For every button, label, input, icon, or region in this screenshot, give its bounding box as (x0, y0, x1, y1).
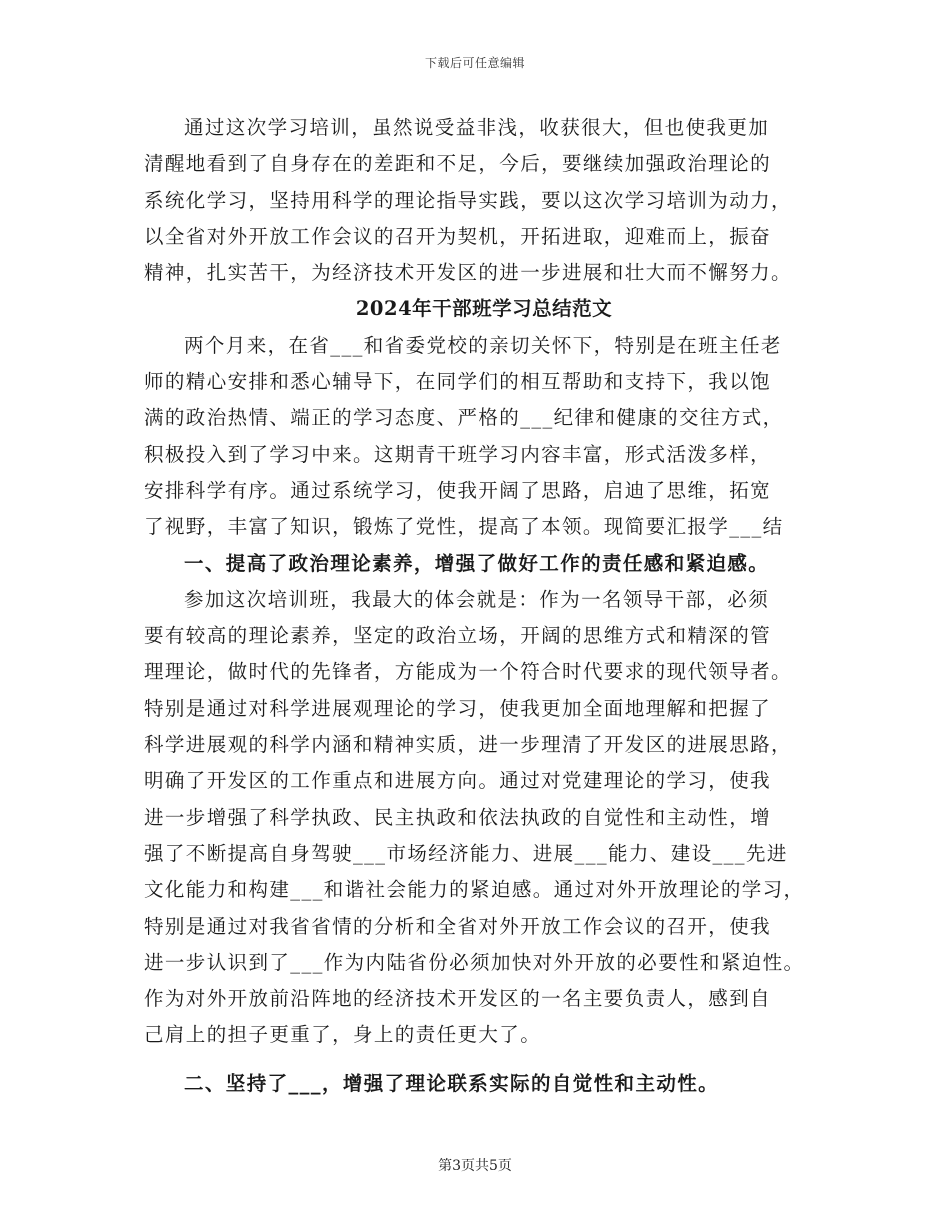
paragraph-line: 师的精心安排和悉心辅导下，在同学们的相互帮助和支持下，我以饱 (144, 370, 772, 394)
paragraph-line: 了视野，丰富了知识，锻炼了党性，提高了本领。现简要汇报学___结 (144, 515, 784, 539)
paragraph-line: 参加这次培训班，我最大的体会就是：作为一名领导干部，必须 (184, 587, 770, 611)
paragraph-line: 进一步增强了科学执政、民主执政和依法执政的自觉性和主动性，增 (144, 805, 772, 829)
paragraph-line: 己肩上的担子更重了，身上的责任更大了。 (144, 1023, 542, 1047)
paragraph-line: 作为对外开放前沿阵地的经济技术开发区的一名主要负责人，感到自 (144, 987, 772, 1011)
paragraph-line: 文化能力和构建___和谐社会能力的紧迫感。通过对外开放理论的学习， (144, 878, 805, 902)
paragraph-line: 强了不断提高自身驾驶___市场经济能力、进展___能力、建设___先进 (144, 841, 788, 865)
paragraph-line: 安排科学有序。通过系统学习，使我开阔了思路，启迪了思维，拓宽 (144, 478, 772, 502)
paragraph-line: 理理论，做时代的先锋者，方能成为一个符合时代要求的现代领导者。 (144, 660, 792, 684)
document-body (144, 110, 824, 1102)
section-heading-2: 二、坚持了___，增强了理论联系实际的自觉性和主动性。 (184, 1071, 720, 1095)
paragraph-line: 清醒地看到了自身存在的差距和不足，今后，要继续加强政治理论的 (144, 152, 772, 176)
paragraph-line: 精神，扎实苦干，为经济技术开发区的进一步进展和壮大而不懈努力。 (144, 261, 792, 285)
paragraph-line: 特别是通过对我省省情的分析和全省对外开放工作会议的召开，使我 (144, 914, 772, 938)
page-header: 下载后可任意编辑 (424, 56, 525, 70)
paragraph-line: 特别是通过对科学进展观理论的学习，使我更加全面地理解和把握了 (144, 696, 772, 720)
paragraph-line: 通过这次学习培训，虽然说受益非浅，收获很大，但也使我更加 (184, 116, 770, 139)
paragraph-line: 满的政治热情、端正的学习态度、严格的___纪律和健康的交往方式， (144, 406, 784, 430)
document-title: 2024年干部班学习总结范文 (355, 297, 613, 321)
section-spacer (144, 1054, 824, 1066)
paragraph-line: 积极投入到了学习中来。这期青干班学习内容丰富，形式活泼多样， (144, 442, 772, 466)
paragraph-line: 明确了开发区的工作重点和进展方向。通过对党建理论的学习，使我 (144, 769, 772, 793)
paragraph-line: 以全省对外开放工作会议的召开为契机，开拓进取，迎难而上，振奋 (144, 224, 772, 248)
paragraph-line: 科学进展观的科学内涵和精神实质，进一步理清了开发区的进展思路， (144, 733, 792, 757)
paragraph-line: 系统化学习，坚持用科学的理论指导实践，要以这次学习培训为动力， (144, 188, 792, 212)
page-footer: 第3页共5页 (438, 1158, 512, 1174)
paragraph-line: 进一步认识到了___作为内陆省份必须加快对外开放的必要性和紧迫性。 (144, 950, 805, 974)
paragraph-line: 两个月来，在省___和省委党校的亲切关怀下，特别是在班主任老 (184, 333, 782, 357)
section-heading-1: 一、提高了政治理论素养，增强了做好工作的责任感和紧迫感。 (184, 551, 770, 575)
paragraph-line: 要有较高的理论素养，坚定的政治立场，开阔的思维方式和精深的管 (144, 624, 772, 648)
